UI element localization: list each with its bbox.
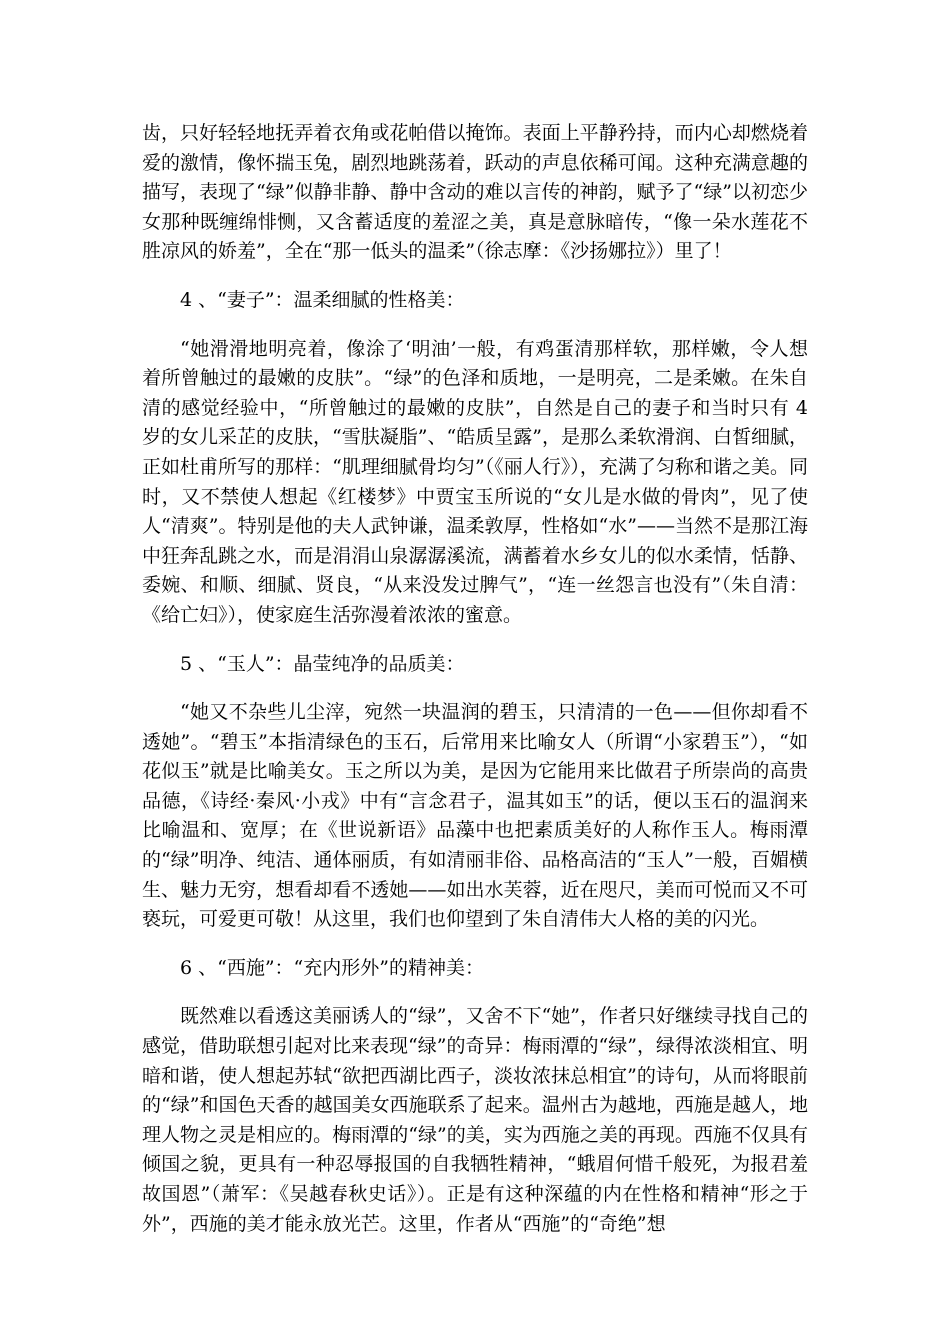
paragraph-continuation: 齿，只好轻轻地抚弄着衣角或花帕借以掩饰。表面上平静矜持，而内心却燃烧着爱的激情，像怀揣玉兔，剧烈地跳荡着，跃动的声息依稀可闻。这种充满意趣的描写，表现了“绿”似静非静、静中含动的难以言传的神韵，赋予了“绿”以初恋少女那种既缠绵悱恻，又含蓄适度的羞涩之美，真是意脉暗传，“像一朵水莲花不胜凉风的娇羞”，全在“那一低头的温柔”（徐志摩：《沙扬娜拉》）里了！ [142,122,808,263]
section-heading-xishi: 6 、“西施”：“充内形外”的精神美： [180,956,484,979]
paragraph-xishi: 既然难以看透这美丽诱人的“绿”，又舍不下“她”，作者只好继续寻找自己的感觉，借助联想引起对比来表现“绿”的奇异：梅雨潭的“绿”，绿得浓淡相宜、明暗和谐，使人想起苏轼“欲把西湖比西子，淡妆浓抹总相宜”的诗句，从而将眼前的“绿”和国色天香的越国美女西施联系了起来。温州古为越地，西施是越人，地理人物之灵是相应的。梅雨潭的“绿”的美，实为西施之美的再现。西施不仅具有倾国之貌，更具有一种忍辱报国的自我牺牲精神，“蛾眉何惜千般死，为报君羞故国恩”（萧军：《吴越春秋史话》）。正是有这种深蕴的内在性格和精神“形之于外”，西施的美才能永放光芒。这里，作者从“西施”的“奇绝”想 [142,1005,808,1235]
paragraph-jade: “她又不杂些儿尘滓，宛然一块温润的碧玉，只清清的一色——但你却看不透她”。“碧玉”本指清绿色的玉石，后常用来比喻女人（所谓“小家碧玉”），“如花似玉”就是比喻美女。玉之所以为美，是因为它能用来比做君子所崇尚的高贵品德，《诗经·秦风·小戎》中有“言念君子，温其如玉”的话，便以玉石的温润来比喻温和、宽厚；在《世说新语》品藻中也把素质美好的人称作玉人。梅雨潭的“绿”明净、纯洁、通体丽质，有如清丽非俗、品格高洁的“玉人”一般，百媚横生、魅力无穷，想看却看不透她——如出水芙蓉，近在咫尺，美而可悦而又不可亵玩，可爱更可敬！从这里，我们也仰望到了朱自清伟大人格的美的闪光。 [142,701,808,931]
paragraph-wife: “她滑滑地明亮着，像涂了‘明油’一般，有鸡蛋清那样软，那样嫩，令人想着所曾触过的最嫩的皮肤”。“绿”的色泽和质地，一是明亮，二是柔嫩。在朱自清的感觉经验中，“所曾触过的最嫩的皮肤”，自然是自己的妻子和当时只有 4 岁的女儿采芷的皮肤，“雪肤凝脂”、“皓质呈露”，是那么柔软滑润、白皙细腻，正如杜甫所写的那样：“肌理细腻骨均匀”（《丽人行》），充满了匀称和谐之美。同时，又不禁使人想起《红楼梦》中贾宝玉所说的“女儿是水做的骨肉”，见了使人“清爽”。特别是他的夫人武钟谦，温柔敦厚，性格如“水”——当然不是那江海中狂奔乱跳之水，而是涓涓山泉潺潺溪流，满蓄着水乡女儿的似水柔情，恬静、委婉、和顺、细腻、贤良，“从来没发过脾气”，“连一丝怨言也没有”（朱自清：《给亡妇》），使家庭生活弥漫着浓浓的蜜意。 [142,337,808,626]
section-heading-wife: 4 、“妻子”：温柔细腻的性格美： [180,288,465,311]
document-body [142,119,808,1239]
section-heading-jade: 5 、“玉人”：晶莹纯净的品质美： [180,652,465,675]
